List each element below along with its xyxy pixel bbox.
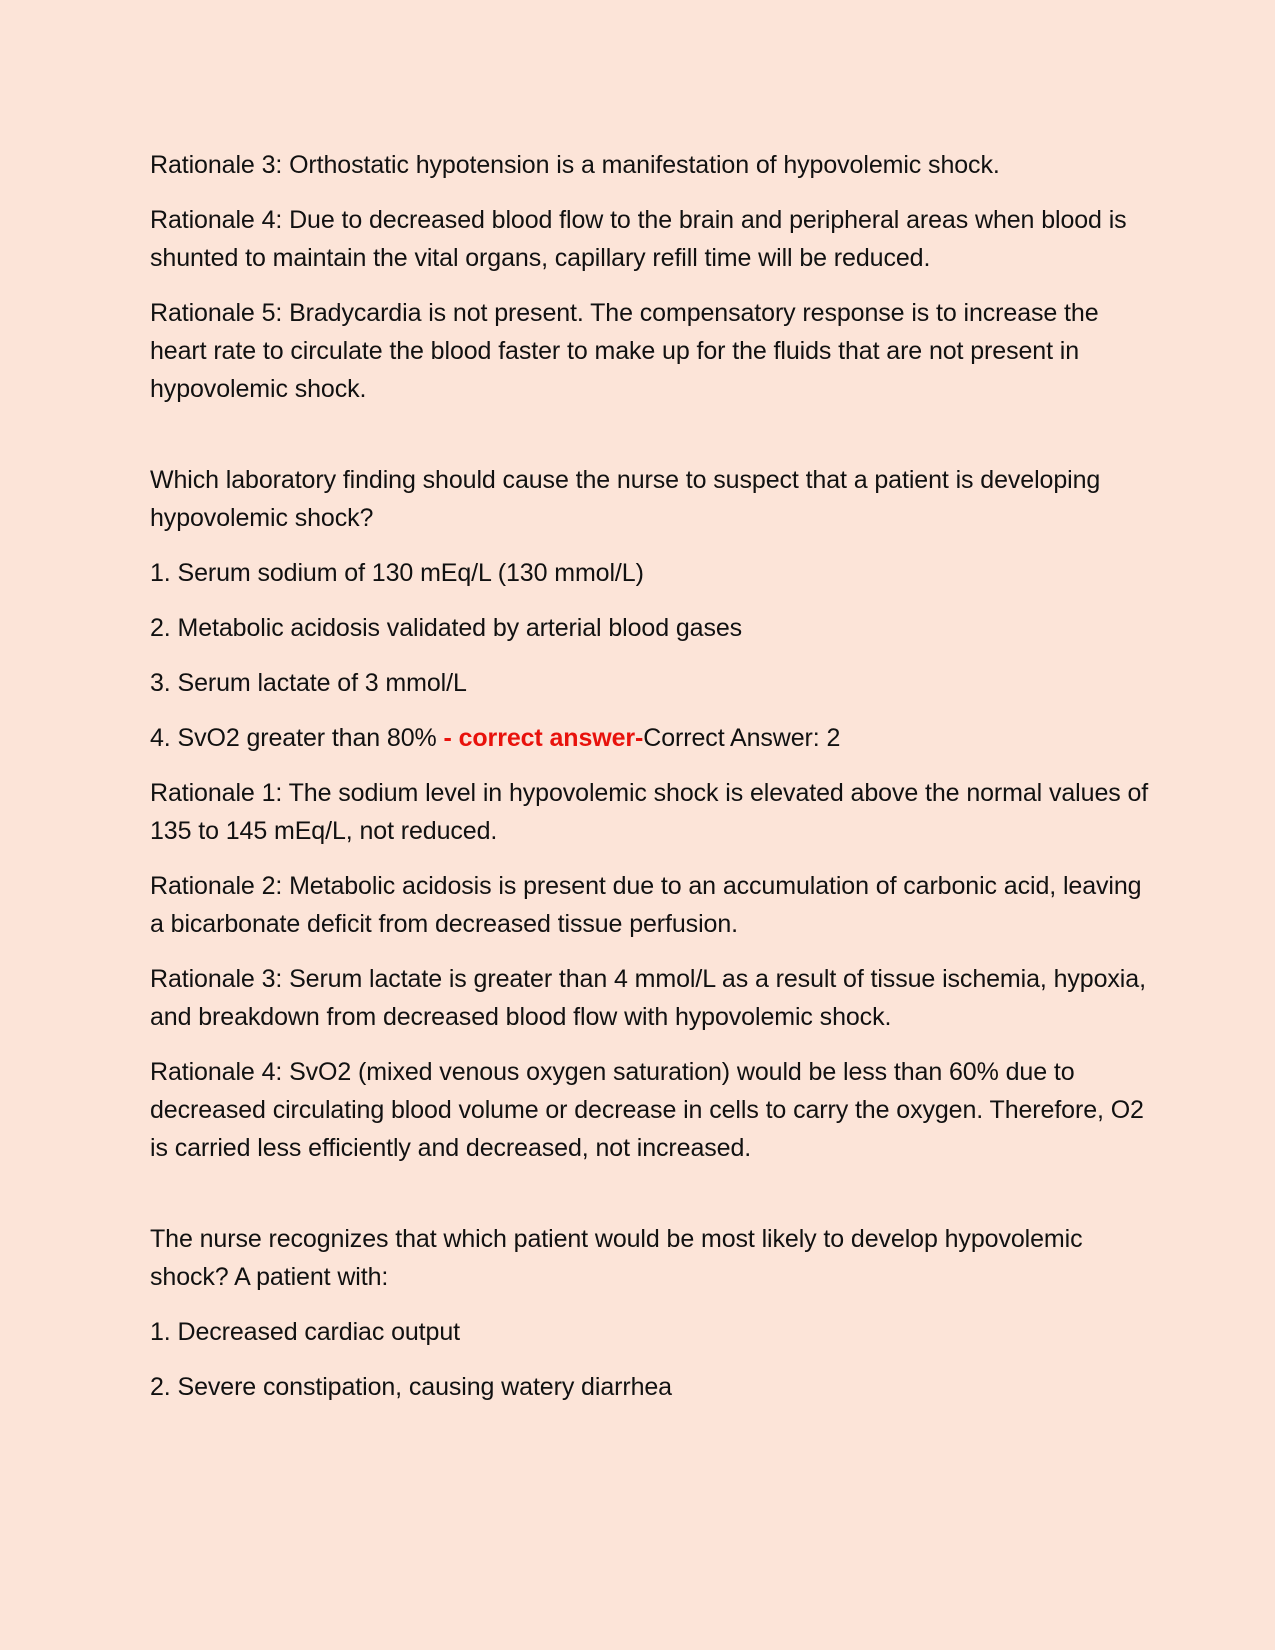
rationale-4: Rationale 4: SvO2 (mixed venous oxygen saturation) would be less than 60% due to decreased circulating blood volume or decrease in cells to carry the oxygen. Therefore, O2 is carried less efficiently and decreased, not increased.: [150, 1058, 1144, 1162]
rationale-3: Rationale 3: Orthostatic hypotension is a manifestation of hypovolemic shock.: [150, 151, 1000, 179]
correct-answer-marker: - correct answer-: [443, 724, 644, 752]
option-2: 2. Metabolic acidosis validated by arterial blood gases: [150, 614, 743, 642]
correct-answer-text: Correct Answer: 2: [643, 724, 841, 752]
section-spacer: [150, 425, 1150, 461]
section-spacer: [150, 1184, 1150, 1220]
rationale-2: Rationale 2: Metabolic acidosis is present due to an accumulation of carbonic acid, leaving a bicarbonate deficit from decreased tissue perfusion.: [150, 872, 1142, 938]
option-4-with-answer: [150, 719, 1150, 757]
rationale-4: Rationale 4: Due to decreased blood flow to the brain and peripheral areas when blood is shunted to maintain the vital organs, capillary refill time will be reduced.: [150, 206, 1127, 272]
question-prompt: Which laboratory finding should cause the nurse to suspect that a patient is developing hypovolemic shock?: [150, 466, 1101, 532]
option-4: 4. SvO2 greater than 80%: [150, 724, 444, 752]
option-2: 2. Severe constipation, causing watery diarrhea: [150, 1373, 672, 1401]
section-previous-rationales: [150, 146, 1150, 408]
question-lab-finding: [150, 461, 1150, 1167]
question-prompt: The nurse recognizes that which patient would be most likely to develop hypovolemic shock? A patient with:: [150, 1225, 1083, 1291]
option-1: 1. Decreased cardiac output: [150, 1318, 460, 1346]
question-most-likely-patient: [150, 1220, 1150, 1406]
option-1: 1. Serum sodium of 130 mEq/L (130 mmol/L): [150, 559, 644, 587]
document-body: [150, 146, 1150, 1423]
rationale-3: Rationale 3: Serum lactate is greater than 4 mmol/L as a result of tissue ischemia, hypoxia, and breakdown from decreased blood flow with hypovolemic shock.: [150, 965, 1146, 1031]
rationale-1: Rationale 1: The sodium level in hypovolemic shock is elevated above the normal values of 135 to 145 mEq/L, not reduced.: [150, 779, 1149, 845]
rationale-5: Rationale 5: Bradycardia is not present. The compensatory response is to increase the heart rate to circulate the blood faster to make up for the fluids that are not present in hypovolemic shock.: [150, 299, 1099, 403]
option-3: 3. Serum lactate of 3 mmol/L: [150, 669, 467, 697]
